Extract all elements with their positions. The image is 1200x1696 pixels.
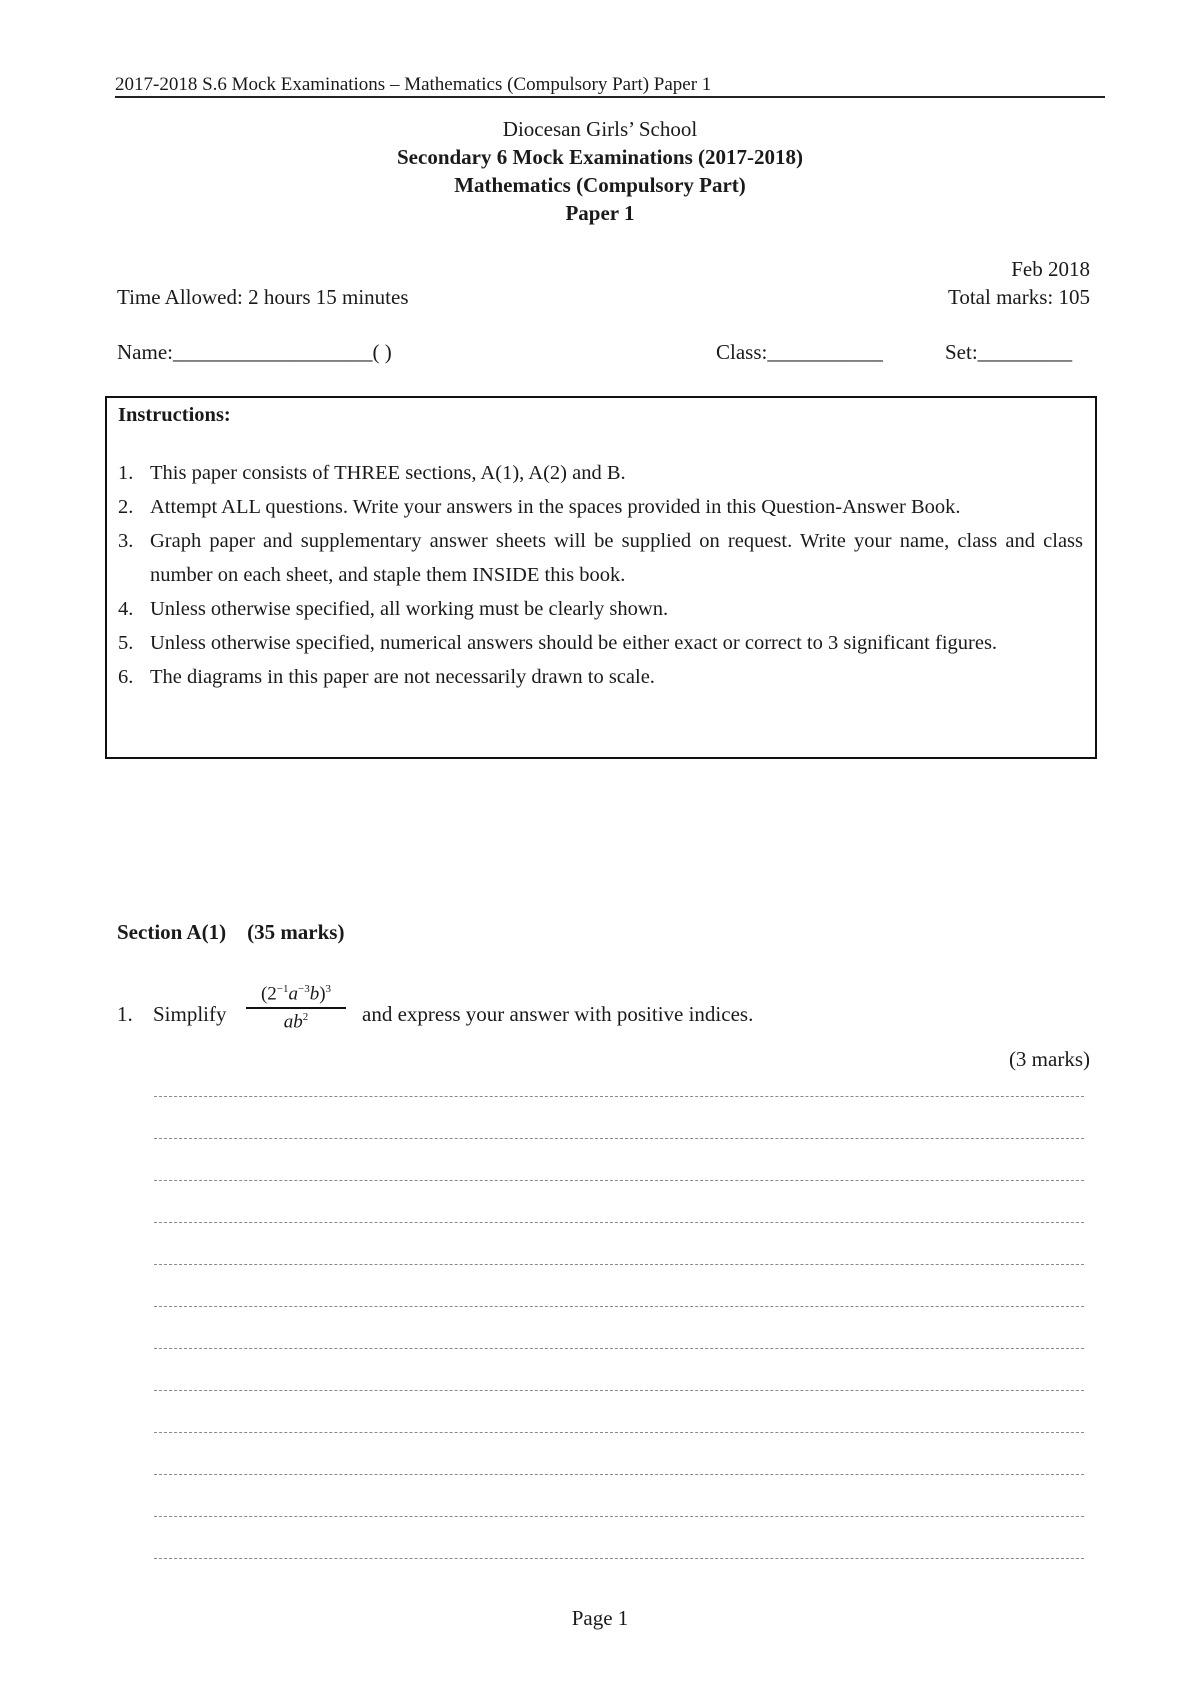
- answer-line[interactable]: [154, 1516, 1084, 1517]
- answer-line[interactable]: [154, 1390, 1084, 1391]
- set-field[interactable]: Set:_________: [945, 340, 1073, 364]
- total-marks: Total marks: 105: [947, 285, 1090, 309]
- question-number: 1.: [117, 1002, 133, 1026]
- answer-line[interactable]: [154, 1432, 1084, 1433]
- item-number: 4.: [118, 598, 134, 620]
- time-allowed: Time Allowed: 2 hours 15 minutes: [117, 285, 409, 309]
- fraction-denominator: $ab^2$: [283, 1010, 309, 1033]
- item-text: Attempt ALL questions. Write your answers in the spaces provided in this Question-Answer Book.: [150, 496, 961, 518]
- item-text: Graph paper and supplementary answer sheets will be supplied on request. Write your name, class and class number on each sheet, and staple them INSIDE this book.: [150, 530, 1083, 586]
- exam-date: Feb 2018: [1011, 257, 1090, 281]
- paper-title: Paper 1: [565, 201, 635, 225]
- instructions-heading: Instructions:: [118, 404, 231, 426]
- list-item: [107, 626, 1095, 660]
- item-text: Unless otherwise specified, numerical answers should be either exact or correct to 3 significant figures.: [150, 632, 998, 654]
- answer-line[interactable]: [154, 1474, 1084, 1475]
- item-number: 1.: [118, 462, 134, 484]
- answer-line[interactable]: [154, 1264, 1084, 1265]
- answer-line[interactable]: [154, 1180, 1084, 1181]
- list-item: [107, 660, 1095, 694]
- list-item: [107, 524, 1095, 592]
- list-item: [107, 592, 1095, 626]
- item-number: 6.: [118, 666, 134, 688]
- answer-line[interactable]: [154, 1138, 1084, 1139]
- item-text: The diagrams in this paper are not necessarily drawn to scale.: [150, 666, 655, 688]
- exam-title: Secondary 6 Mock Examinations (2017-2018): [397, 145, 803, 169]
- item-number: 3.: [118, 530, 134, 552]
- question-marks: (3 marks): [1008, 1047, 1090, 1071]
- item-text: This paper consists of THREE sections, A(1), A(2) and B.: [150, 462, 626, 484]
- running-header: 2017-2018 S.6 Mock Examinations – Mathematics (Compulsory Part) Paper 1: [115, 74, 1105, 98]
- answer-line[interactable]: [154, 1222, 1084, 1223]
- answer-line[interactable]: [154, 1558, 1084, 1559]
- instructions-list: [107, 456, 1095, 694]
- list-item: [107, 456, 1095, 490]
- section-heading: Section A(1) (35 marks): [117, 920, 345, 944]
- school-name: Diocesan Girls’ School: [502, 117, 698, 141]
- list-item: [107, 490, 1095, 524]
- class-field[interactable]: Class:___________: [716, 340, 883, 364]
- item-text: Unless otherwise specified, all working must be clearly shown.: [150, 598, 669, 620]
- item-number: 2.: [118, 496, 134, 518]
- instructions-box: [105, 396, 1097, 759]
- answer-line[interactable]: [154, 1096, 1084, 1097]
- answer-line[interactable]: [154, 1348, 1084, 1349]
- fraction-numerator: $(2^{-1}a^{-3}b)^3$: [260, 983, 332, 1005]
- question-lead: Simplify: [153, 1002, 227, 1026]
- question-text: and express your answer with positive indices.: [362, 1002, 754, 1026]
- name-field[interactable]: Name:___________________( ): [117, 340, 392, 364]
- item-number: 5.: [118, 632, 134, 654]
- answer-line[interactable]: [154, 1306, 1084, 1307]
- subject-title: Mathematics (Compulsory Part): [454, 173, 746, 197]
- fraction-expression: [246, 983, 346, 1033]
- fraction-bar: [246, 1007, 346, 1009]
- page-number: Page 1: [571, 1606, 629, 1630]
